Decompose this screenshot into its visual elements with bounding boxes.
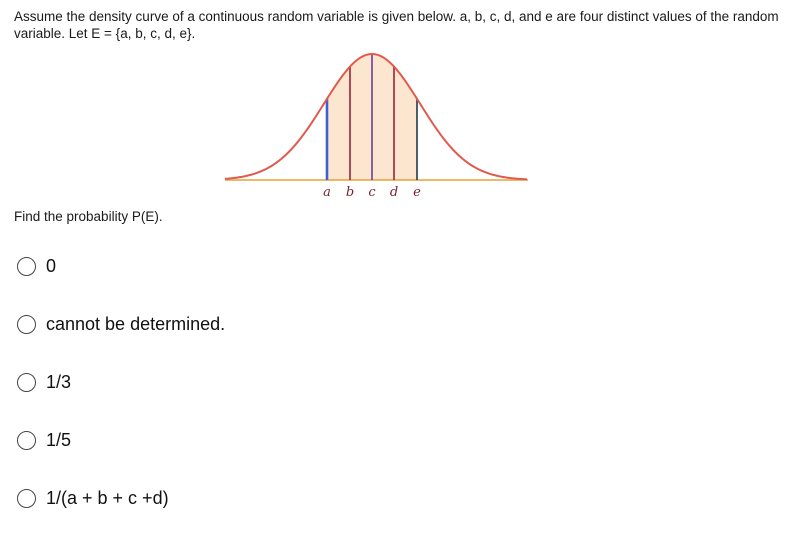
radio-button[interactable] [17, 489, 36, 508]
tick-label-a: a [323, 185, 331, 200]
option-0[interactable] [17, 256, 56, 277]
option-cannot-be-determined[interactable] [17, 314, 225, 335]
prompt-text: Find the probability P(E). [14, 209, 163, 224]
tick-label-e: e [413, 185, 421, 200]
option-label: 1/5 [46, 430, 72, 450]
tick-label-b: b [345, 185, 355, 200]
question-text: Assume the density curve of a continuous random variable is given below. a, b, c, d, and e are four distinct values of the random variable. Let E = {a, b, c, d, e}. [14, 9, 779, 41]
radio-button[interactable] [17, 315, 36, 334]
option-one-fifth[interactable] [17, 430, 71, 451]
option-label: 0 [46, 256, 57, 276]
radio-button[interactable] [17, 431, 36, 450]
radio-button[interactable] [17, 373, 36, 392]
option-one-third[interactable] [17, 372, 71, 393]
tick-label-d: d [389, 185, 399, 200]
tick-label-c: c [368, 185, 376, 200]
option-label: 1/(a + b + c +d) [46, 488, 169, 508]
option-label: cannot be determined. [46, 314, 226, 334]
option-label: 1/3 [46, 372, 72, 392]
option-reciprocal-sum[interactable] [17, 488, 169, 509]
radio-button[interactable] [17, 257, 36, 276]
density-curve-figure [210, 48, 540, 208]
